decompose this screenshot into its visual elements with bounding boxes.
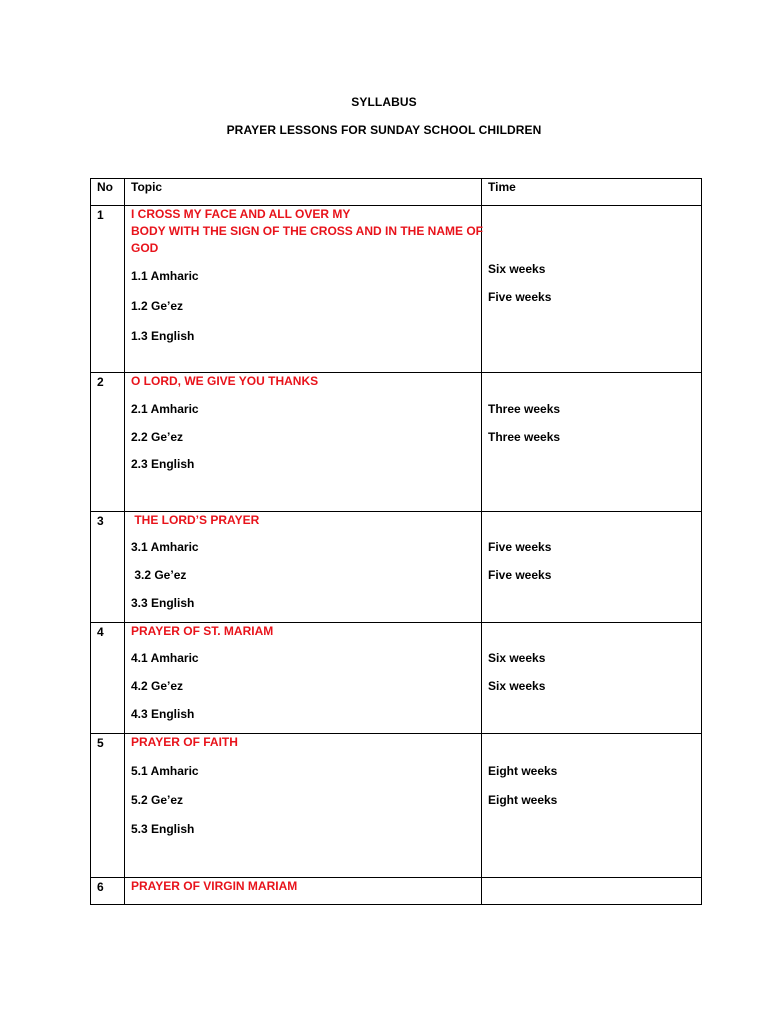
document-subtitle: PRAYER LESSONS FOR SUNDAY SCHOOL CHILDREN <box>226 123 542 137</box>
topic-item: 4.1 Amharic <box>131 651 199 665</box>
topic-title-line: GOD <box>131 241 159 255</box>
topic-title-line: I CROSS MY FACE AND ALL OVER MY <box>131 207 351 221</box>
table-header-row <box>91 179 702 206</box>
row-time <box>482 512 702 623</box>
topic-item: 2.2 Ge’ez <box>131 430 184 444</box>
time-value: Three weeks <box>488 430 561 444</box>
row-topic <box>125 878 482 905</box>
table-row <box>91 512 702 623</box>
topic-item: 5.1 Amharic <box>131 764 199 778</box>
topic-title-line: PRAYER OF VIRGIN MARIAM <box>131 879 298 893</box>
row-topic <box>125 623 482 734</box>
row-time <box>482 878 702 905</box>
row-number: 1 <box>91 206 125 373</box>
row-number: 3 <box>91 512 125 623</box>
topic-item: 3.1 Amharic <box>131 540 199 554</box>
topic-item: 1.2 Ge’ez <box>131 299 184 313</box>
header-time: Time <box>482 179 702 206</box>
time-value: Eight weeks <box>488 793 558 807</box>
row-number: 5 <box>91 734 125 878</box>
time-value: Eight weeks <box>488 764 558 778</box>
topic-title-line: PRAYER OF ST. MARIAM <box>131 624 274 638</box>
row-number: 6 <box>91 878 125 905</box>
table-row <box>91 623 702 734</box>
topic-item: 2.1 Amharic <box>131 402 199 416</box>
table-row <box>91 373 702 512</box>
row-time <box>482 206 702 373</box>
row-number: 2 <box>91 373 125 512</box>
row-number: 4 <box>91 623 125 734</box>
document-title: SYLLABUS <box>351 95 417 109</box>
topic-item: 5.3 English <box>131 822 195 836</box>
time-value: Five weeks <box>488 290 552 304</box>
time-value: Five weeks <box>488 540 552 554</box>
topic-item: 4.3 English <box>131 707 195 721</box>
header-no: No <box>91 179 125 206</box>
topic-title-line: BODY WITH THE SIGN OF THE CROSS AND IN THE NAME OF <box>131 224 484 238</box>
table-row <box>91 206 702 373</box>
time-value: Three weeks <box>488 402 561 416</box>
header-topic: Topic <box>125 179 482 206</box>
table-row <box>91 734 702 878</box>
topic-item: 1.3 English <box>131 329 195 343</box>
topic-title-line: PRAYER OF FAITH <box>131 735 238 749</box>
topic-item: 3.2 Ge’ez <box>131 568 187 582</box>
time-value: Six weeks <box>488 679 546 693</box>
row-topic <box>125 373 482 512</box>
topic-item: 1.1 Amharic <box>131 269 199 283</box>
row-time <box>482 734 702 878</box>
time-value: Six weeks <box>488 262 546 276</box>
row-time <box>482 623 702 734</box>
topic-title-line: O LORD, WE GIVE YOU THANKS <box>131 374 319 388</box>
time-value: Five weeks <box>488 568 552 582</box>
time-value: Six weeks <box>488 651 546 665</box>
row-topic <box>125 512 482 623</box>
table-row <box>91 878 702 905</box>
topic-item: 5.2 Ge’ez <box>131 793 184 807</box>
topic-title-line: THE LORD’S PRAYER <box>131 513 260 527</box>
topic-item: 2.3 English <box>131 457 195 471</box>
topic-item: 4.2 Ge’ez <box>131 679 184 693</box>
row-topic <box>125 734 482 878</box>
topic-item: 3.3 English <box>131 596 195 610</box>
syllabus-table <box>90 178 702 905</box>
row-topic <box>125 206 482 373</box>
row-time <box>482 373 702 512</box>
